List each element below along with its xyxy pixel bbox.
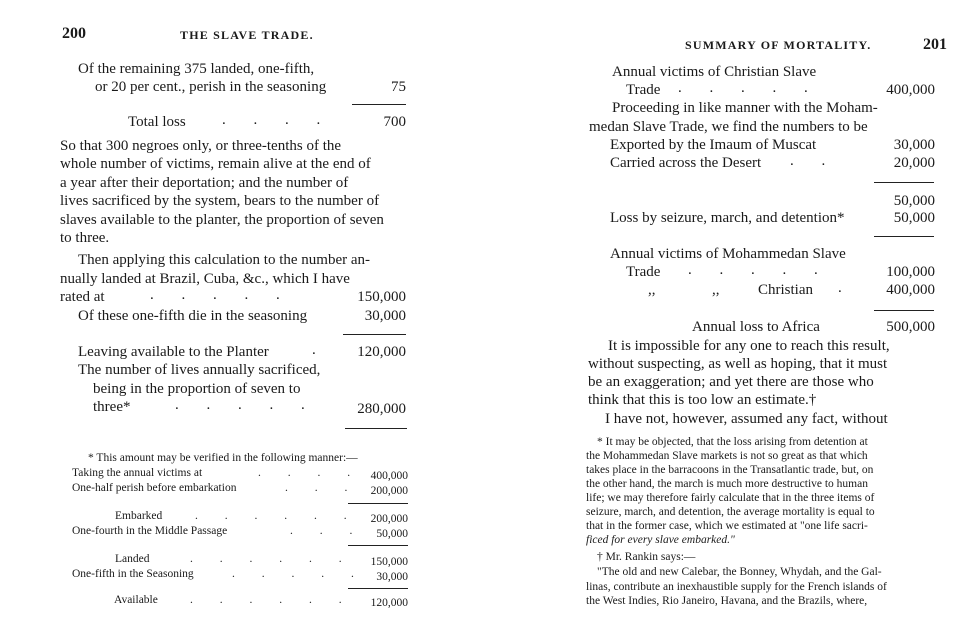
annual-loss-value: 500,000	[886, 319, 935, 335]
text-line: Proceeding in like manner with the Moham-	[612, 100, 878, 116]
leader-dots: . . . . . .	[190, 553, 354, 565]
footnote-row-label: One-half perish before embarkation	[72, 482, 237, 494]
footnote-line: the West Indies, Rio Janeiro, Havana, and the Brazils, where,	[586, 595, 868, 607]
paragraph-line: slaves available to the planter, the proportion of seven	[60, 212, 384, 228]
paragraph-line: think that this is too low an estimate.†	[588, 392, 817, 408]
footnote-intro: † Mr. Rankin says:—	[597, 551, 696, 563]
paragraph-line: lives sacrificed by the system, bears to the number of	[60, 193, 380, 209]
subtotal-value: 50,000	[893, 193, 935, 209]
total-label: Total loss	[128, 114, 186, 130]
exported-label: Exported by the Imaum of Muscat	[610, 137, 817, 153]
fifth-value: 30,000	[364, 308, 406, 324]
footnote-row-label: One-fifth in the Seasoning	[72, 568, 194, 580]
rule	[874, 182, 934, 183]
paragraph-line: nually landed at Brazil, Cuba, &c., which I have	[60, 271, 350, 287]
footnote-row-label: Available	[114, 594, 158, 606]
loss-value: 50,000	[893, 210, 935, 226]
moh-trade-value: 100,000	[886, 264, 935, 280]
footnote-line: * It may be objected, that the loss arising from detention at	[597, 436, 868, 448]
footnote-row-value: 200,000	[370, 513, 408, 525]
leader-dots: . . . .	[258, 467, 363, 479]
rule	[345, 428, 407, 429]
paragraph-line: Then applying this calculation to the number an-	[78, 252, 371, 268]
footnote-line: that in the former case, which we estimated at "one life sacri-	[586, 520, 868, 532]
text-line: Annual victims of Christian Slave	[612, 64, 817, 80]
rule	[348, 545, 408, 546]
rule	[348, 503, 408, 504]
paragraph-line: whole number of victims, remain alive at the end of	[60, 156, 371, 172]
footnote-row-label: Taking the annual victims at	[72, 467, 203, 479]
moh-trade-label: Trade	[626, 264, 661, 280]
right-page	[490, 0, 980, 639]
running-head: SUMMARY OF MORTALITY.	[685, 38, 872, 52]
paragraph-line: to three.	[60, 230, 110, 246]
leader-dots: . . . . .	[175, 397, 317, 413]
paragraph-line: a year after their deportation; and the number of	[60, 175, 349, 191]
running-head: THE SLAVE TRADE.	[180, 28, 314, 42]
footnote-line: the other hand, the march is much more destructive to human	[586, 478, 868, 490]
paragraph-line: be an exaggeration; and yet there are those who	[588, 374, 874, 390]
text-line: being in the proportion of seven to	[93, 381, 301, 397]
value: 75	[391, 79, 406, 95]
footnote-line: takes place in the barracoons in the Transatlantic trade, but, on	[586, 464, 874, 476]
christian-value: 400,000	[886, 282, 935, 298]
text-line: Annual victims of Mohammedan Slave	[610, 246, 846, 262]
trade-value: 400,000	[886, 82, 935, 98]
footnote-line: the Mohammedan Slave markets is not so great as that which	[586, 450, 868, 462]
annual-loss-label: Annual loss to Africa	[692, 319, 820, 335]
footnote-row-value: 150,000	[370, 556, 408, 568]
text-line: Of the remaining 375 landed, one-fifth,	[78, 61, 315, 77]
leaving-value: 120,000	[357, 344, 406, 360]
footnote-line: linas, contribute an inexhaustible supply for the French islands of	[586, 581, 887, 593]
rule	[352, 104, 406, 105]
leader-dots: . . . . . .	[190, 594, 354, 606]
footnote-line: seizure, march, and detention, the average mortality is equal to	[586, 506, 875, 518]
trade-label: Trade	[626, 82, 661, 98]
rated-value: 150,000	[357, 289, 406, 305]
leader-dots: . . .	[285, 482, 360, 494]
fifth-label: Of these one-fifth die in the seasoning	[78, 308, 308, 324]
ditto-mark: ,,	[648, 282, 656, 298]
footnote-row-value: 120,000	[370, 597, 408, 609]
footnote-line: ficed for every slave embarked."	[586, 534, 735, 546]
paragraph-line: I have not, however, assumed any fact, without	[605, 411, 888, 427]
text-line: medan Slave Trade, we find the numbers to be	[589, 119, 868, 135]
footnote-row-label: Landed	[115, 553, 150, 565]
footnote-row-value: 400,000	[370, 470, 408, 482]
rule	[343, 334, 406, 335]
leader-dots: . . . . .	[232, 568, 366, 580]
rule	[348, 588, 408, 589]
leader-dots: . . . . .	[678, 80, 820, 96]
rule	[874, 236, 934, 237]
exported-value: 30,000	[893, 137, 935, 153]
rated-label: rated at	[60, 289, 105, 305]
footnote-row-label: One-fourth in the Middle Passage	[72, 525, 228, 537]
total-value: 700	[383, 114, 406, 130]
footnote-row-value: 30,000	[376, 571, 408, 583]
leader-dots: . . .	[290, 525, 365, 537]
text-line: or 20 per cent., perish in the seasoning	[95, 79, 327, 95]
footnote-line: "The old and new Calebar, the Bonney, Whydah, and the Gal-	[597, 566, 882, 578]
footnote-intro: * This amount may be verified in the following manner:—	[88, 452, 358, 464]
paragraph-line: It is impossible for any one to reach this result,	[608, 338, 890, 354]
annual-value: 280,000	[357, 401, 406, 417]
leader-dots: . . . . . .	[195, 510, 359, 522]
leader-dots: . . . . .	[688, 262, 830, 278]
leader-dots: . . . . .	[150, 287, 292, 303]
paragraph-line: without suspecting, as well as hoping, that it must	[588, 356, 888, 372]
page-number: 201	[923, 36, 947, 53]
page-number: 200	[62, 25, 86, 42]
footnote-row-label: Embarked	[115, 510, 163, 522]
leader-dots: . . . .	[222, 112, 333, 128]
leader-dots: . .	[790, 153, 838, 169]
christian-label: Christian	[758, 282, 813, 298]
footnote-row-value: 200,000	[370, 485, 408, 497]
rule	[874, 310, 934, 311]
carried-label: Carried across the Desert	[610, 155, 762, 171]
text-line: three*	[93, 399, 131, 415]
leaving-label: Leaving available to the Planter	[78, 344, 269, 360]
paragraph-line: So that 300 negroes only, or three-tenths of the	[60, 138, 342, 154]
text-line: The number of lives annually sacrificed,	[78, 362, 321, 378]
ditto-mark: ,,	[712, 282, 720, 298]
leader-dots: .	[838, 280, 854, 296]
footnote-row-value: 50,000	[376, 528, 408, 540]
loss-label: Loss by seizure, march, and detention*	[610, 210, 845, 226]
carried-value: 20,000	[893, 155, 935, 171]
footnote-line: life; we may therefore fairly calculate that in the three items of	[586, 492, 875, 504]
leader-dots: .	[312, 342, 328, 358]
